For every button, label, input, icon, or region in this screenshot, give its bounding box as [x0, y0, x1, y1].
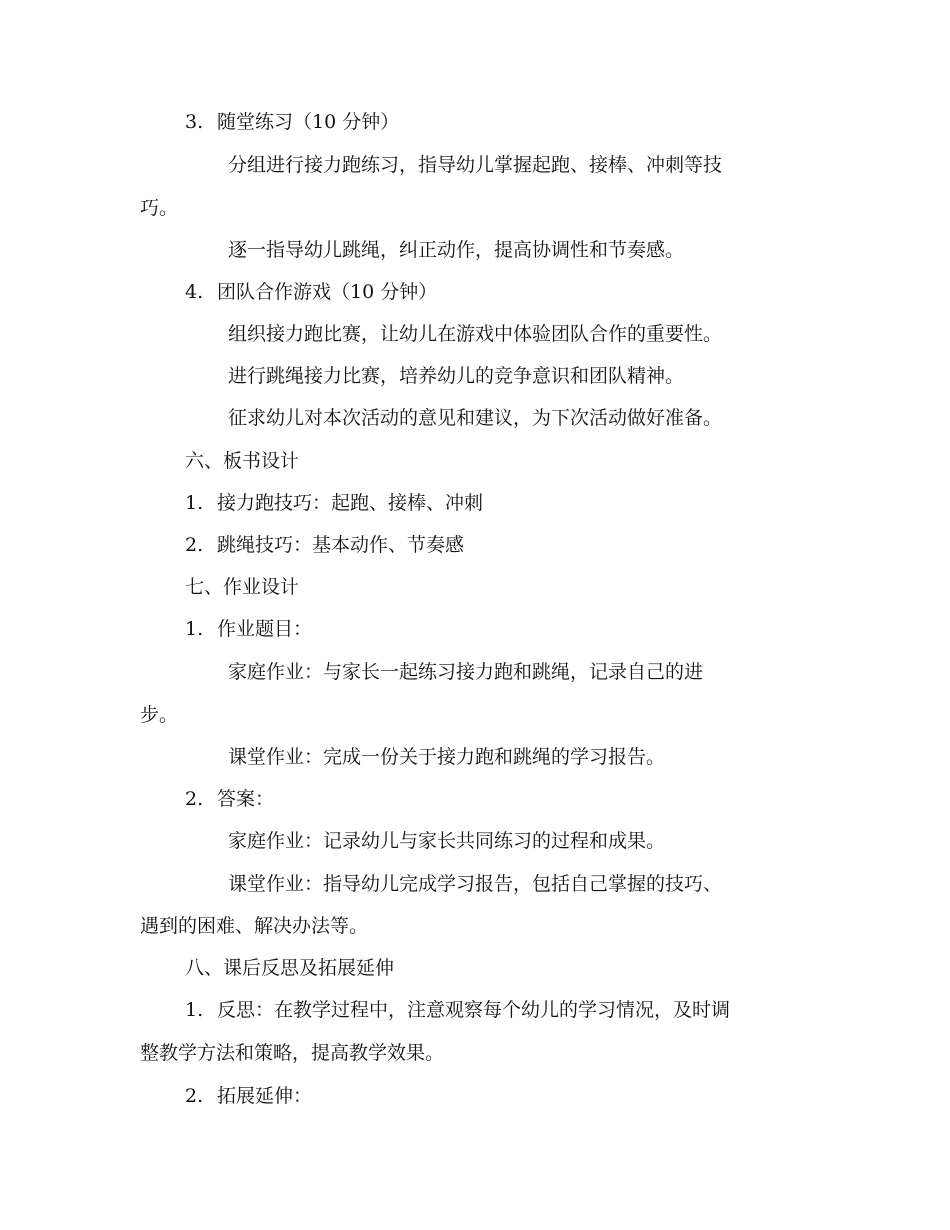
item-number: 2. [185, 788, 204, 810]
paragraph-line: 课堂作业：完成一份关于接力跑和跳绳的学习报告。 [228, 746, 666, 768]
paragraph-line: 整教学方法和策略，提高教学效果。 [140, 1042, 445, 1064]
section-heading: 七、作业设计 [185, 576, 300, 598]
item-number: 1. [185, 618, 204, 640]
section-heading: 八、课后反思及拓展延伸 [185, 957, 395, 979]
paragraph-line: 逐一指导幼儿跳绳，纠正动作，提高协调性和节奏感。 [228, 239, 685, 261]
item-heading [185, 533, 464, 557]
item-number: 1. [185, 999, 204, 1021]
paragraph-line: 家庭作业：记录幼儿与家长共同练习的过程和成果。 [228, 830, 666, 852]
item-text: 答案： [217, 788, 275, 810]
item-text: 作业题目： [217, 618, 313, 640]
item-number: 1. [185, 492, 204, 514]
item-number: 2. [185, 1085, 204, 1107]
item-heading [185, 491, 483, 515]
item-text: 团队合作游戏（10 分钟） [217, 281, 438, 303]
paragraph-line: 分组进行接力跑练习，指导幼儿掌握起跑、接棒、冲刺等技 [228, 154, 723, 176]
paragraph-line: 进行跳绳接力比赛，培养幼儿的竞争意识和团队精神。 [228, 365, 685, 387]
paragraph-line: 课堂作业：指导幼儿完成学习报告，包括自己掌握的技巧、 [228, 873, 723, 895]
paragraph-line: 步。 [140, 704, 179, 726]
item-heading [185, 1084, 312, 1108]
item-text: 反思：在教学过程中，注意观察每个幼儿的学习情况，及时调 [217, 999, 731, 1021]
paragraph-line: 遇到的困难、解决办法等。 [140, 915, 369, 937]
item-heading [185, 998, 730, 1022]
item-heading [185, 280, 437, 304]
paragraph-line: 征求幼儿对本次活动的意见和建议，为下次活动做好准备。 [228, 407, 723, 429]
paragraph-line: 巧。 [140, 197, 179, 219]
item-heading [185, 617, 312, 641]
section-heading: 六、板书设计 [185, 450, 300, 472]
item-number: 3. [185, 111, 204, 133]
item-text: 接力跑技巧：起跑、接棒、冲刺 [217, 492, 484, 514]
paragraph-line: 家庭作业：与家长一起练习接力跑和跳绳，记录自己的进 [228, 661, 704, 683]
item-heading [185, 110, 399, 134]
item-text: 随堂练习（10 分钟） [217, 111, 400, 133]
paragraph-line: 组织接力跑比赛，让幼儿在游戏中体验团队合作的重要性。 [228, 323, 723, 345]
item-text: 跳绳技巧：基本动作、节奏感 [217, 534, 465, 556]
item-number: 2. [185, 534, 204, 556]
item-number: 4. [185, 281, 204, 303]
item-text: 拓展延伸： [217, 1085, 313, 1107]
item-heading [185, 787, 274, 811]
